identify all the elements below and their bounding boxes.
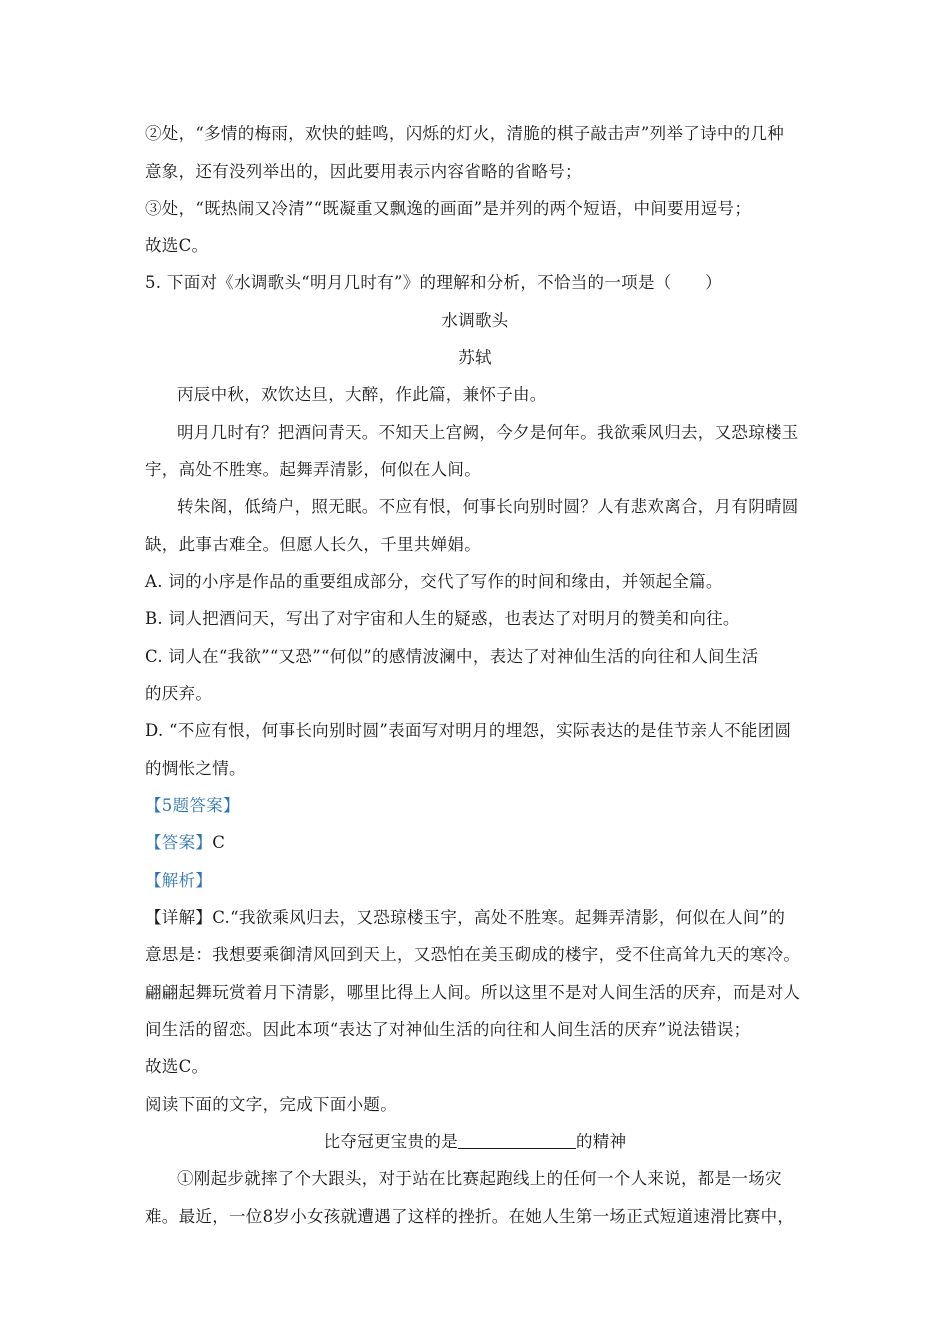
option-c-cont: 的厌弃。 [145,684,213,703]
article-paragraph: 难。最近，一位8岁小女孩就遭遇了这样的挫折。在她人生第一场正式短道速滑比赛中， [145,1207,795,1226]
article-title [0,1130,950,1154]
answer-value: C [212,833,226,852]
article-title-end: 的精神 [576,1132,627,1151]
poem-author: 苏轼 [458,348,492,367]
poem-stanza-line: 转朱阁，低绮户，照无眠。不应有恨，何事长向别时圆？人有悲欢离合，月有阴晴圆 [177,497,799,516]
option-a: A. 词的小序是作品的重要组成部分，交代了写作的时间和缘由，并领起全篇。 [145,572,723,591]
option-d: D. “不应有恨，何事长向别时圆”表面写对明月的埋怨，实际表达的是佳节亲人不能团圆 [145,721,792,740]
option-c: C. 词人在“我欲”“又恐”“何似”的感情波澜中，表达了对神仙生活的向往和人间生活 [145,647,759,666]
text-line: 故选C。 [145,236,209,255]
article-title-start: 比夺冠更宝贵的是 [323,1132,458,1151]
detail-conclusion: 故选C。 [145,1057,209,1076]
text-line: ③处，“既热闹又冷清”“既凝重又飘逸的画面”是并列的两个短语，中间要用逗号； [145,199,752,218]
detail-text: 意思是：我想要乘御清风回到天上，又恐怕在美玉砌成的楼宇，受不住高耸九天的寒冷。 [145,945,801,964]
poem-stanza-line: 宇，高处不胜寒。起舞弄清影，何似在人间。 [145,460,481,479]
poem-stanza-line: 明月几时有？把酒问青天。不知天上宫阙，今夕是何年。我欲乘风归去，又恐琼楼玉 [177,423,799,442]
text-line: ②处，“多情的梅雨，欢快的蛙鸣，闪烁的灯火，清脆的棋子敲击声”列举了诗中的几种 [145,124,785,143]
analysis-label: 【解析】 [145,871,213,890]
text-line: 意象，还有没列举出的，因此要用表示内容省略的省略号； [145,162,582,181]
detail-text: C.“我欲乘风归去，又恐琼楼玉宇，高处不胜寒。起舞弄清影，何似在人间”的 [212,908,786,927]
reading-instruction: 阅读下面的文字，完成下面小题。 [145,1095,397,1114]
option-d-cont: 的惆怅之情。 [145,759,246,778]
poem-preface: 丙辰中秋，欢饮达旦，大醉，作此篇，兼怀子由。 [177,385,547,404]
poem-stanza-line: 缺，此事古难全。但愿人长久，千里共婵娟。 [145,535,481,554]
answer-label: 【答案】 [145,833,213,852]
answer-header: 【5题答案】 [145,796,240,815]
option-b: B. 词人把酒问天，写出了对宇宙和人生的疑惑，也表达了对明月的赞美和向往。 [145,609,740,628]
detail-text: 间生活的留恋。因此本项“表达了对神仙生活的向往和人间生活的厌弃”说法错误； [145,1020,751,1039]
answer-line [145,831,225,855]
detail-line [145,906,785,930]
article-paragraph: ①刚起步就摔了个大跟头，对于站在比赛起跑线上的任何一个人来说，都是一场灾 [177,1169,782,1188]
detail-label: 【详解】 [145,908,213,927]
question-5-stem: 5. 下面对《水调歌头“明月几时有”》的理解和分析，不恰当的一项是（ ） [145,273,722,292]
poem-title: 水调歌头 [441,311,509,330]
detail-text: 翩翩起舞玩赏着月下清影，哪里比得上人间。所以这里不是对人间生活的厌弃，而是对人 [145,983,801,1002]
fill-in-blank [458,1130,576,1149]
